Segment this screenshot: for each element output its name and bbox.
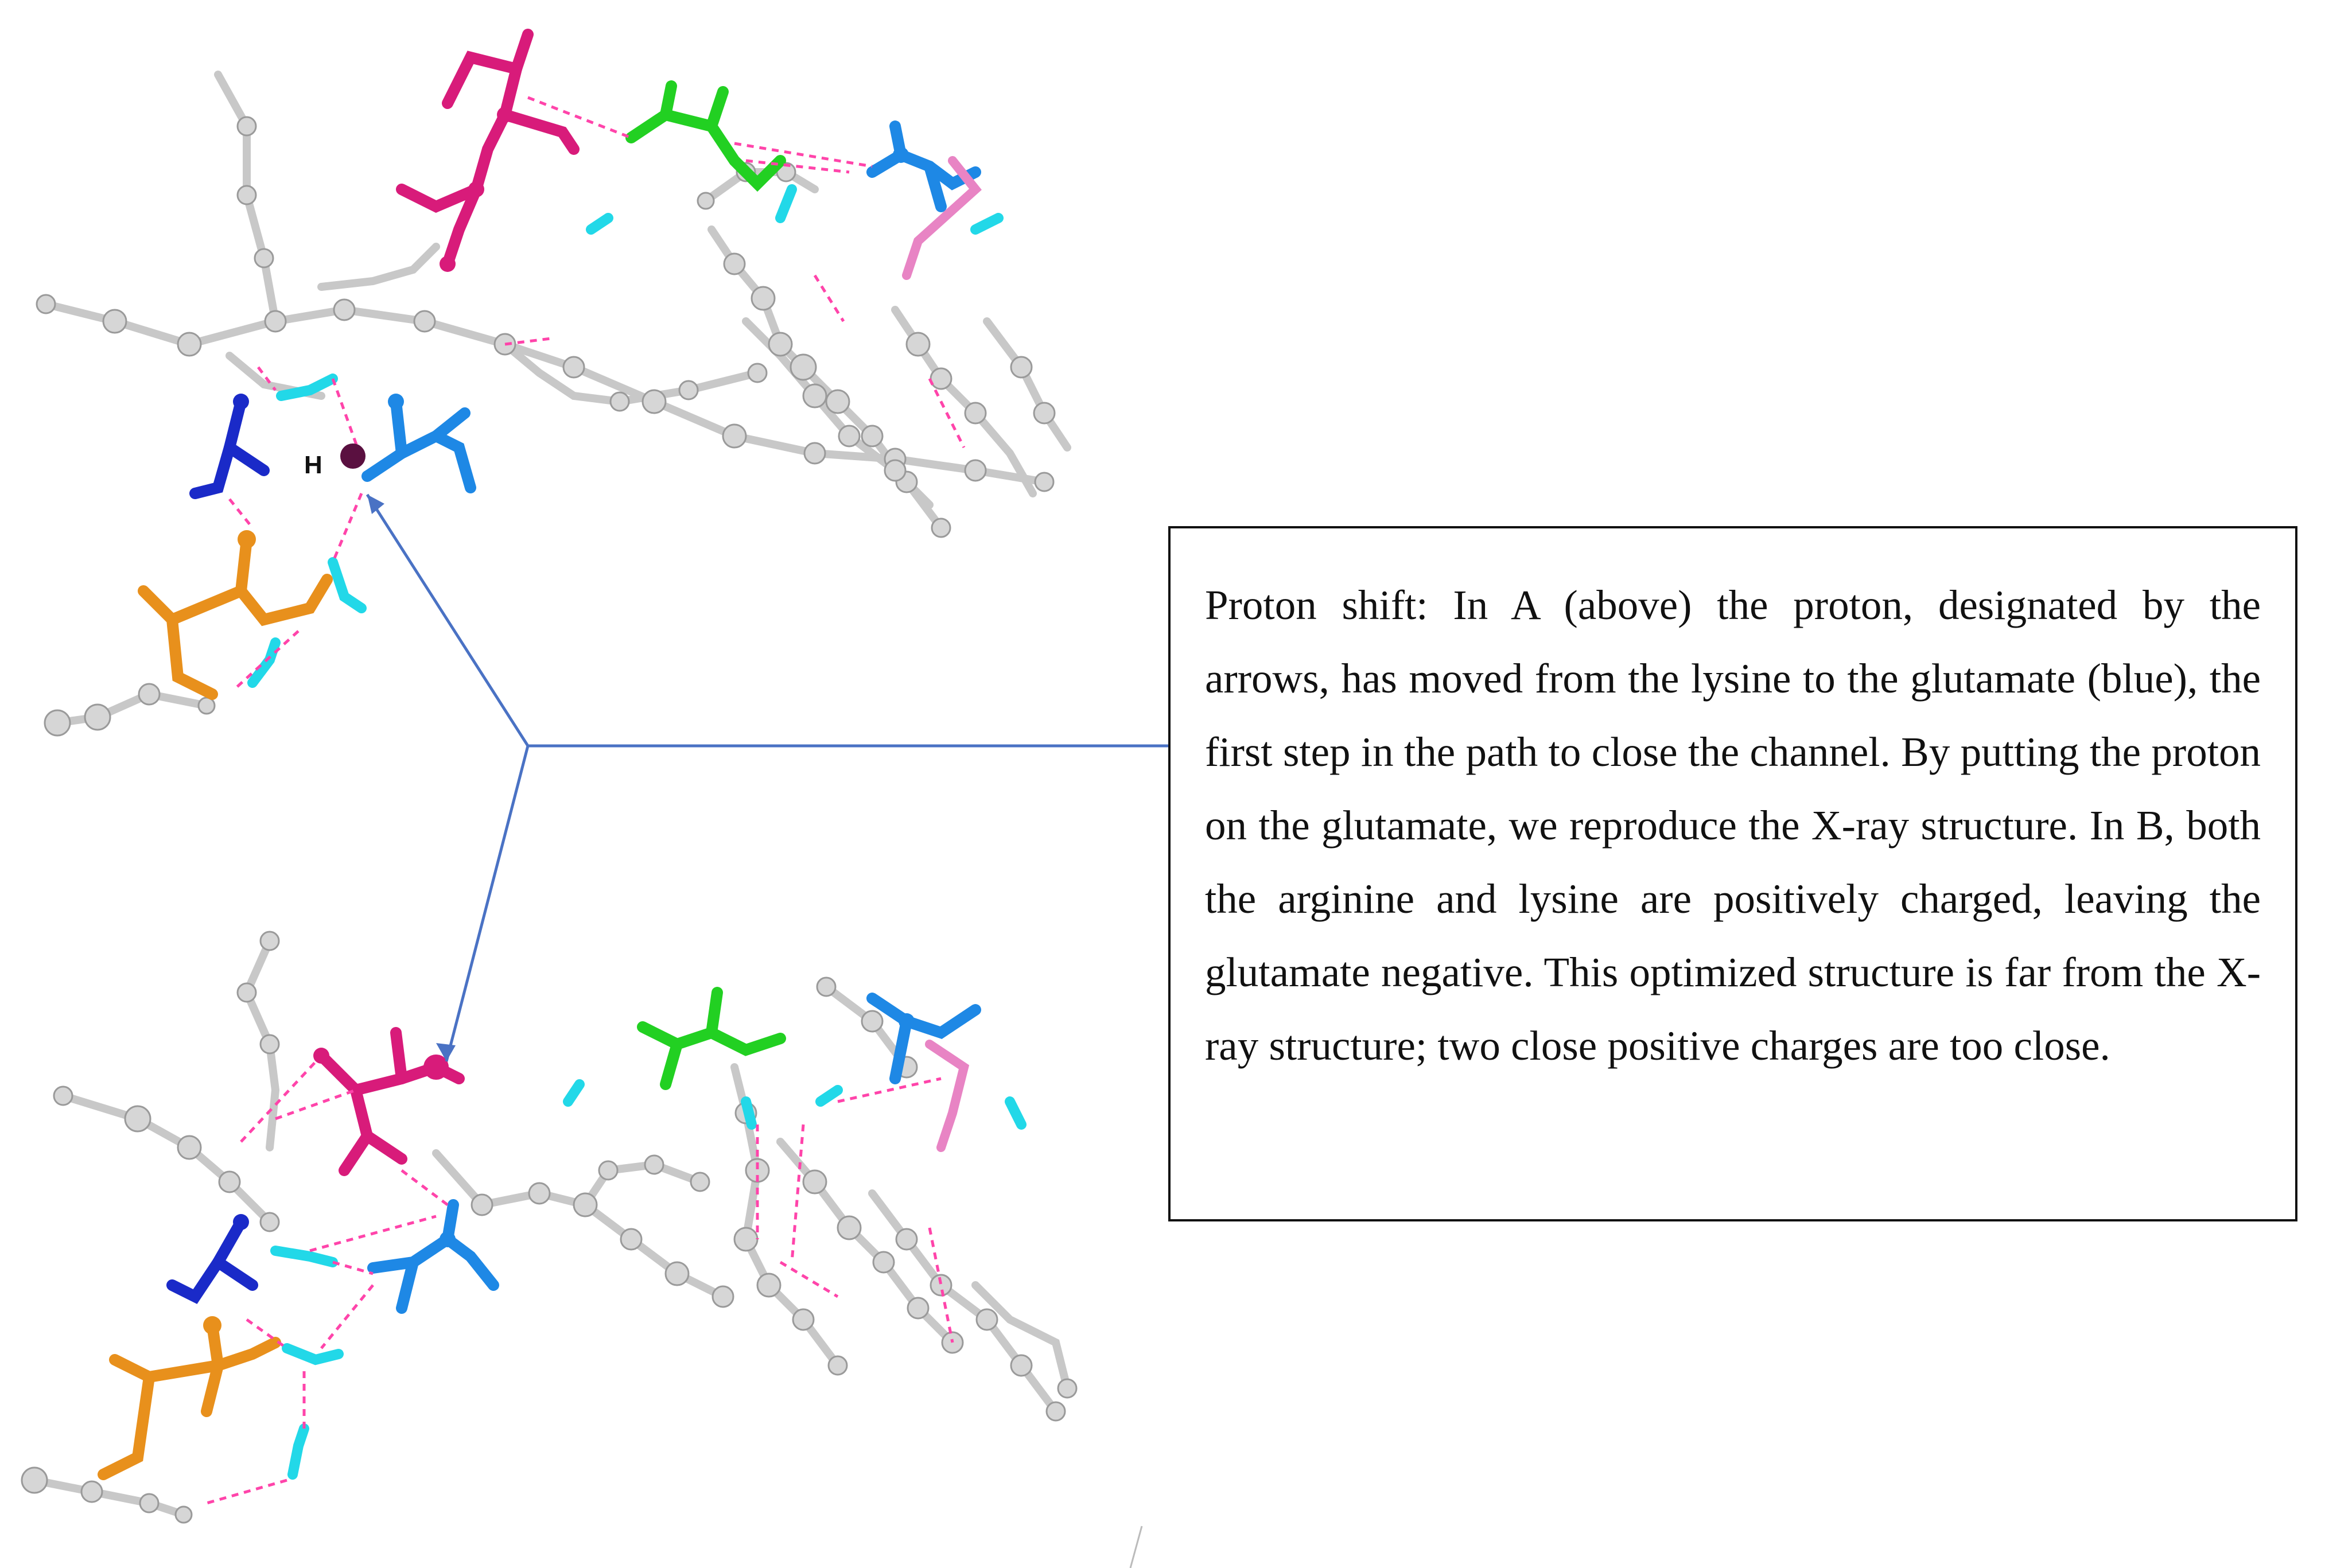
panel-b-lightpink-residue — [930, 1044, 964, 1147]
caption-box — [1168, 526, 2297, 1221]
stray-mark — [1130, 1526, 1142, 1568]
panel-b-green-residue — [643, 993, 780, 1084]
panel-b-magenta-residue — [321, 1033, 459, 1170]
panel-a-hbonds — [230, 98, 964, 688]
panel-b-hbonds — [207, 1056, 952, 1503]
panel-a-structure — [37, 34, 1067, 736]
panel-a-gray-atoms — [37, 117, 1055, 736]
panel-a-arginine — [195, 402, 264, 493]
caption-text: Proton shift: In A (above) the proton, designated by the arrows, has moved from the lysine to the glutamate (blue), the first step in the path to close the channel. By putting the proton on the glutamate, we reproduce the X-ray structure. In B, both the arginine and lysine are positively charged, leaving the glutamate negative. This optimized structure is far from the X-ray structure; two close positive charges are too close. — [1205, 582, 2261, 1069]
caption-pointer — [367, 495, 1168, 1061]
panel-b-orange-residue — [103, 1325, 275, 1474]
panel-a-gray-backbone — [46, 75, 1067, 723]
panel-a-cyan-waters — [252, 189, 998, 683]
panel-a-blue-glutamate — [367, 126, 975, 488]
panel-b-structure — [22, 932, 1076, 1523]
arrowhead-to-panel-a — [367, 495, 384, 514]
panel-b-arginine — [172, 1222, 252, 1297]
panel-a-orange-residue — [143, 539, 327, 694]
panel-a-magenta-residue — [402, 34, 574, 264]
panel-a-proton-label: H — [304, 451, 322, 479]
panel-a-proton-atom — [340, 443, 366, 469]
panel-a-colored-atoms — [233, 107, 909, 548]
